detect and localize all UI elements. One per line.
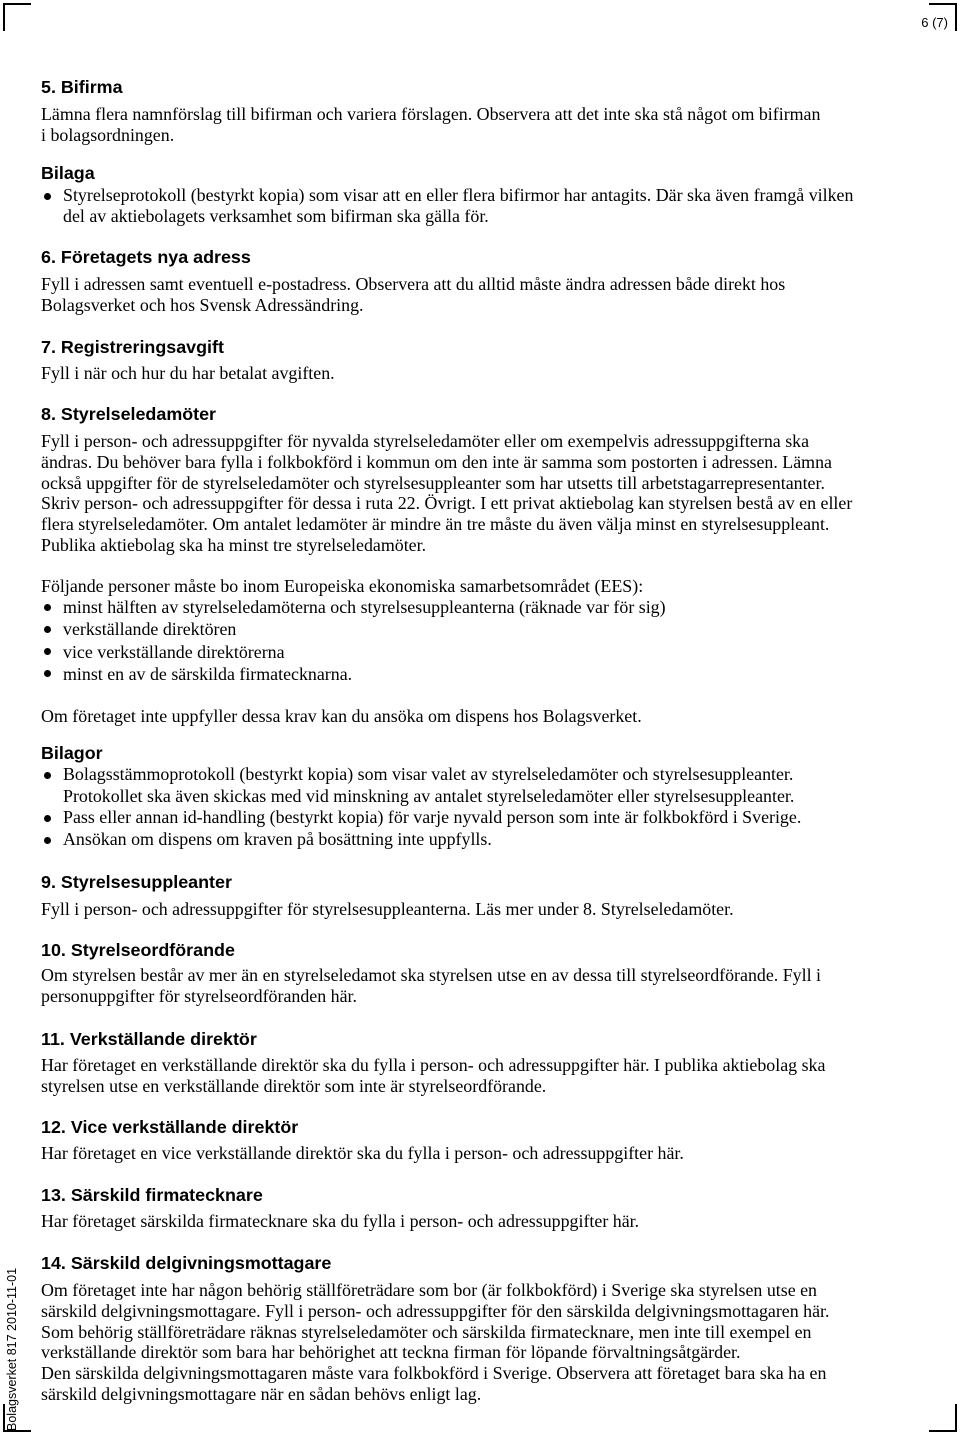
text-line: Fyll i adressen samt eventuell e-postadress. Observera att du alltid måste ändra adressen både direkt hos	[41, 274, 786, 294]
text-line: också uppgifter för de styrelseledamöter och styrelsesuppleanter som har utsetts till arbetstagarrepresentanter.	[41, 472, 825, 493]
text-line: särskild delgivningsmottagare. Fyll i person- och adressuppgifter för den särskilda delgivningsmottagaren här.	[41, 1300, 830, 1321]
text-line: Har företaget särskilda firmatecknare ska du fylla i person- och adressuppgifter här.	[41, 1211, 640, 1231]
text-line: Om företaget inte har någon behörig ställföreträdare som bor (är folkbokförd) i Sverige ska styrelsen utse en	[41, 1280, 817, 1300]
text-line: Pass eller annan id-handling (bestyrkt kopia) för varje nyvald person som inte är folkbokförd i Sverige.	[63, 807, 802, 828]
text-line: Bolagsverket och hos Svensk Adressändring.	[41, 294, 364, 315]
text-line: Protokollet ska även skickas med vid minskning av antalet styrelseledamöter eller styrelsesuppleanter.	[63, 785, 795, 806]
section-text	[41, 104, 820, 146]
list-item	[41, 663, 666, 685]
text-line: flera styrelseledamöter. Om antalet ledamöter är mindre än tre måste du även välja minst en styrelsesuppleant.	[41, 514, 830, 535]
text-line: Lämna flera namnförslag till bifirman och variera förslagen. Observera att det inte ska stå något om bifirman	[41, 104, 821, 124]
text-line: minst hälften av styrelseledamöterna och styrelsesuppleanterna (räknade var för sig)	[63, 597, 666, 617]
section-heading: 5. Bifirma	[41, 77, 123, 97]
text-line: Om styrelsen består av mer än en styrelseledamot ska styrelsen utse en av dessa till styrelseordförande. Fyll i	[41, 965, 822, 985]
text-line: Följande personer måste bo inom Europeiska ekonomiska samarbetsområdet (EES):	[41, 576, 644, 596]
section-text	[41, 899, 734, 920]
dispensation-note	[41, 706, 642, 727]
bullet-icon	[44, 193, 51, 200]
text-line: vice verkställande direktörerna	[63, 641, 285, 662]
list-item	[41, 764, 801, 807]
text-line: i bolagsordningen.	[41, 124, 175, 145]
text-line: Publika aktiebolag ska ha minst tre styrelseledamöter.	[41, 534, 427, 555]
bullet-icon	[44, 670, 51, 677]
text-line: särskild delgivningsmottagare när en sådan behövs enligt lag.	[41, 1383, 482, 1404]
section-text	[41, 1143, 684, 1164]
list-item	[41, 807, 801, 829]
text-line: verkställande direktör som bara har behörighet att teckna firman för löpande förvaltningsåtgärder.	[41, 1342, 741, 1363]
bullet-icon	[44, 815, 51, 822]
section-heading: 14. Särskild delgivningsmottagare	[41, 1253, 332, 1273]
crop-mark-bottom-right	[929, 1404, 957, 1432]
text-line: Har företaget en vice verkställande direktör ska du fylla i person- och adressuppgifter här.	[41, 1143, 684, 1163]
text-line: del av aktiebolagets verksamhet som bifirman ska gälla för.	[63, 206, 489, 226]
crop-mark-top-left	[3, 3, 31, 31]
text-line: Fyll i när och hur du har betalat avgiften.	[41, 363, 335, 383]
section-heading: 10. Styrelseordförande	[41, 940, 235, 960]
text-line: personuppgifter för styrelseordföranden här.	[41, 985, 357, 1006]
section-heading: 9. Styrelsesuppleanter	[41, 872, 232, 892]
section-text	[41, 965, 821, 1007]
section-heading: 7. Registreringsavgift	[41, 337, 224, 357]
bullet-icon	[44, 648, 51, 655]
list-item	[41, 829, 801, 851]
list-item	[41, 185, 853, 227]
text-line: Ansökan om dispens om kraven på bosättning inte uppfylls.	[63, 829, 492, 850]
section-heading: 13. Särskild firmatecknare	[41, 1185, 263, 1205]
text-line: Fyll i person- och adressuppgifter för nyvalda styrelseledamöter eller om exempelvis adressuppgifterna ska	[41, 431, 810, 451]
section-text	[41, 1055, 825, 1097]
attachments-list	[41, 764, 801, 851]
text-line: Om företaget inte uppfyller dessa krav kan du ansöka om dispens hos Bolagsverket.	[41, 706, 642, 726]
list-item	[41, 618, 666, 640]
attachments-list	[41, 185, 853, 227]
attachments-heading: Bilagor	[41, 743, 103, 763]
section-heading: 11. Verkställande direktör	[41, 1029, 257, 1049]
text-line: minst en av de särskilda firmatecknarna.	[63, 663, 353, 684]
section-text	[41, 431, 852, 556]
text-line: Har företaget en verkställande direktör ska du fylla i person- och adressuppgifter här. I publika aktiebolag ska	[41, 1055, 826, 1075]
bullet-icon	[44, 772, 51, 779]
section-text	[41, 363, 335, 384]
list-item	[41, 596, 666, 618]
bullet-icon	[44, 604, 51, 611]
list-item	[41, 641, 666, 663]
text-line: Bolagsstämmoprotokoll (bestyrkt kopia) som visar valet av styrelseledamöter och styrelsesuppleanter.	[63, 764, 794, 784]
bullet-icon	[44, 626, 51, 633]
text-line: styrelsen utse en verkställande direktör som inte är styrelseordförande.	[41, 1075, 547, 1096]
bullet-icon	[44, 837, 51, 844]
text-line: verkställande direktören	[63, 619, 237, 640]
text-line: Fyll i person- och adressuppgifter för styrelsesuppleanterna. Läs mer under 8. Styrelseledamöter.	[41, 899, 734, 919]
section-heading: 6. Företagets nya adress	[41, 247, 251, 267]
section-heading: 8. Styrelseledamöter	[41, 404, 217, 424]
text-line: Den särskilda delgivningsmottagaren måste vara folkbokförd i Sverige. Observera att företaget bara ska ha en	[41, 1363, 827, 1384]
page-number: 6 (7)	[921, 15, 948, 30]
text-line: Skriv person- och adressuppgifter för dessa i ruta 22. Övrigt. I ett privat aktiebolag kan styrelsen bestå av en eller	[41, 493, 853, 514]
section-text	[41, 274, 785, 316]
attachments-heading: Bilaga	[41, 163, 95, 183]
text-line: ändras. Du behöver bara fylla i folkbokförd i kommun om den inte är samma som postorten i adressen. Lämna	[41, 451, 832, 472]
text-line: Som behörig ställföreträdare räknas styrelseledamöter och särskilda firmatecknare, men inte till exempel en	[41, 1321, 812, 1342]
section-heading: 12. Vice verkställande direktör	[41, 1117, 299, 1137]
ees-requirements-list	[41, 596, 666, 685]
form-id-side-label: Bolagsverket 817 2010-11-01	[5, 1267, 19, 1431]
section-text	[41, 1211, 639, 1232]
text-line: Styrelseprotokoll (bestyrkt kopia) som visar att en eller flera bifirmor har antagits. Där ska även framgå vilken	[63, 185, 854, 205]
section-text	[41, 1280, 830, 1405]
ees-intro	[41, 576, 643, 597]
